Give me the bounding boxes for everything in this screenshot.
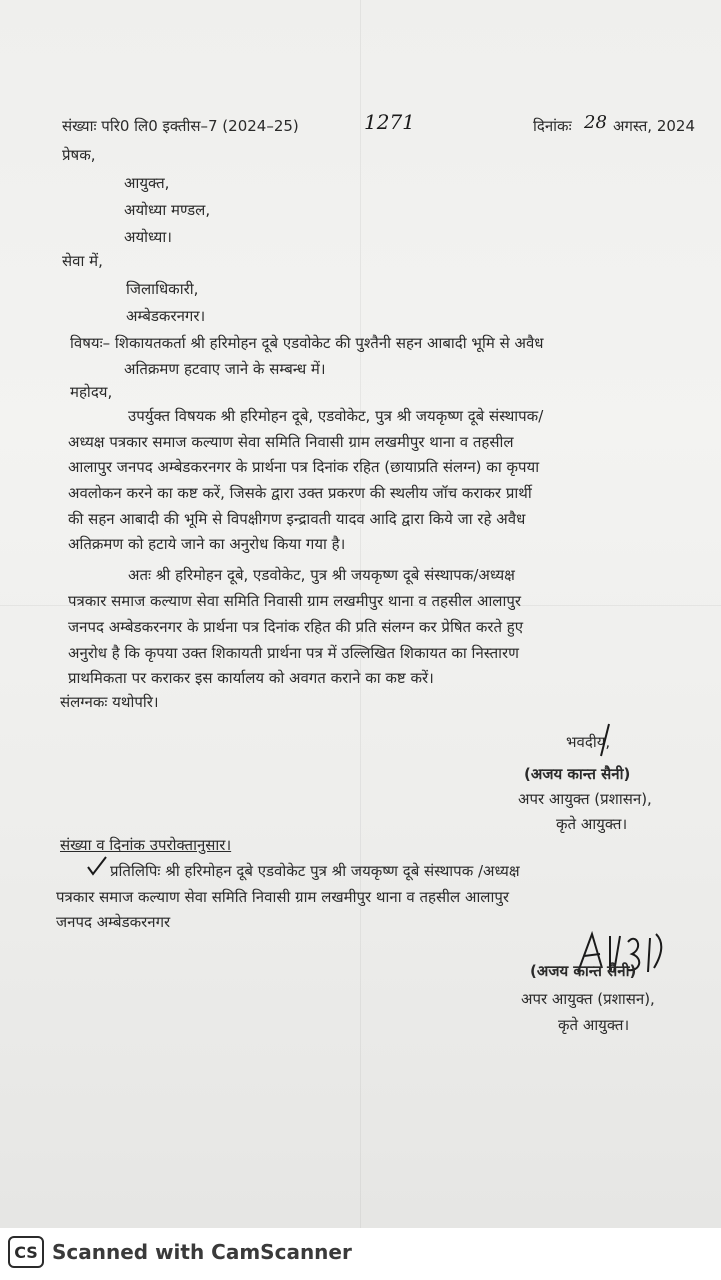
subject-line-1: विषयः– शिकायतकर्ता श्री हरिमोहन दूबे एडवोकेट की पुश्तैनी सहन आबादी भूमि से अवैध: [70, 334, 544, 352]
signatory2-title: अपर आयुक्त (प्रशासन),: [521, 990, 655, 1008]
sender-line-1: आयुक्त,: [124, 174, 170, 192]
para1-line: अतिक्रमण को हटाये जाने का अनुरोध किया गया है।: [68, 535, 346, 553]
signatory-name: (अजय कान्त सैनी): [524, 765, 631, 783]
signature-mark: [595, 722, 615, 758]
subject-line-2: अतिक्रमण हटवाए जाने के सम्बन्ध में।: [124, 360, 326, 378]
salutation: महोदय,: [70, 383, 113, 401]
para2-line: पत्रकार समाज कल्याण सेवा समिति निवासी ग्राम लखमीपुर थाना व तहसील आलापुर: [68, 592, 522, 610]
para2-line: प्राथमिकता पर कराकर इस कार्यालय को अवगत कराने का कष्ट करें।: [68, 669, 434, 687]
signatory-for: कृते आयुक्त।: [556, 815, 628, 833]
to-label: सेवा में,: [62, 252, 103, 270]
camscanner-watermark: Scanned with CamScanner: [52, 1240, 352, 1264]
tick-mark: [86, 855, 108, 877]
recipient-line-1: जिलाधिकारी,: [126, 280, 199, 298]
para1-line: की सहन आबादी की भूमि से विपक्षीगण इन्द्रावती यादव आदि द्वारा किये जा रहे अवैध: [68, 510, 526, 528]
para1-line: अध्यक्ष पत्रकार समाज कल्याण सेवा समिति निवासी ग्राम लखमीपुर थाना व तहसील: [68, 433, 514, 451]
para2-line: अनुरोध है कि कृपया उक्त शिकायती प्रार्थना पत्र में उल्लिखित शिकायत का निस्तारण: [68, 644, 520, 662]
copy-line: प्रतिलिपिः श्री हरिमोहन दूबे एडवोकेट पुत्र श्री जयकृष्ण दूबे संस्थापक /अध्यक्ष: [110, 862, 520, 880]
para1-line: उपर्युक्त विषयक श्री हरिमोहन दूबे, एडवोकेट, पुत्र श्री जयकृष्ण दूबे संस्थापक/: [128, 407, 544, 425]
handwritten-date: 28: [584, 112, 607, 133]
para2-line: जनपद अम्बेडकरनगर के प्रार्थना पत्र दिनांक रहित की प्रति संलग्न कर प्रेषित करते हुए: [68, 618, 524, 636]
date-label: दिनांकः: [533, 117, 572, 135]
signatory2-for: कृते आयुक्त।: [558, 1016, 630, 1034]
sender-line-2: अयोध्या मण्डल,: [124, 201, 211, 219]
enclosure: संलग्नकः यथोपरि।: [60, 693, 159, 711]
sender-label: प्रेषक,: [62, 146, 96, 164]
para1-line: अवलोकन करने का कष्ट करें, जिसके द्वारा उक्त प्रकरण की स्थलीय जॉच कराकर प्रार्थी: [68, 484, 532, 502]
signatory-title: अपर आयुक्त (प्रशासन),: [518, 790, 652, 808]
sender-line-3: अयोध्या।: [124, 228, 172, 246]
closing: भवदीय,: [566, 733, 611, 751]
date-month-year: अगस्त, 2024: [613, 117, 696, 135]
para1-line: आलापुर जनपद अम्बेडकरनगर के प्रार्थना पत्र दिनांक रहित (छायाप्रति संलग्न) का कृपया: [68, 458, 540, 476]
copy-header: संख्या व दिनांक उपरोक्तानुसार।: [60, 836, 232, 854]
handwritten-ref: 1271: [364, 110, 415, 134]
recipient-line-2: अम्बेडकरनगर।: [126, 307, 206, 325]
camscanner-logo: CS: [8, 1236, 44, 1268]
signatory2-name: (अजय कान्त सैनी): [530, 962, 637, 980]
copy-line: पत्रकार समाज कल्याण सेवा समिति निवासी ग्राम लखमीपुर थाना व तहसील आलापुर: [56, 888, 510, 906]
para2-line: अतः श्री हरिमोहन दूबे, एडवोकेट, पुत्र श्री जयकृष्ण दूबे संस्थापक/अध्यक्ष: [128, 566, 515, 584]
copy-line: जनपद अम्बेडकरनगर: [56, 913, 171, 931]
reference-number: संख्याः परि0 लि0 इक्तीस–7 (2024–25): [62, 117, 299, 135]
